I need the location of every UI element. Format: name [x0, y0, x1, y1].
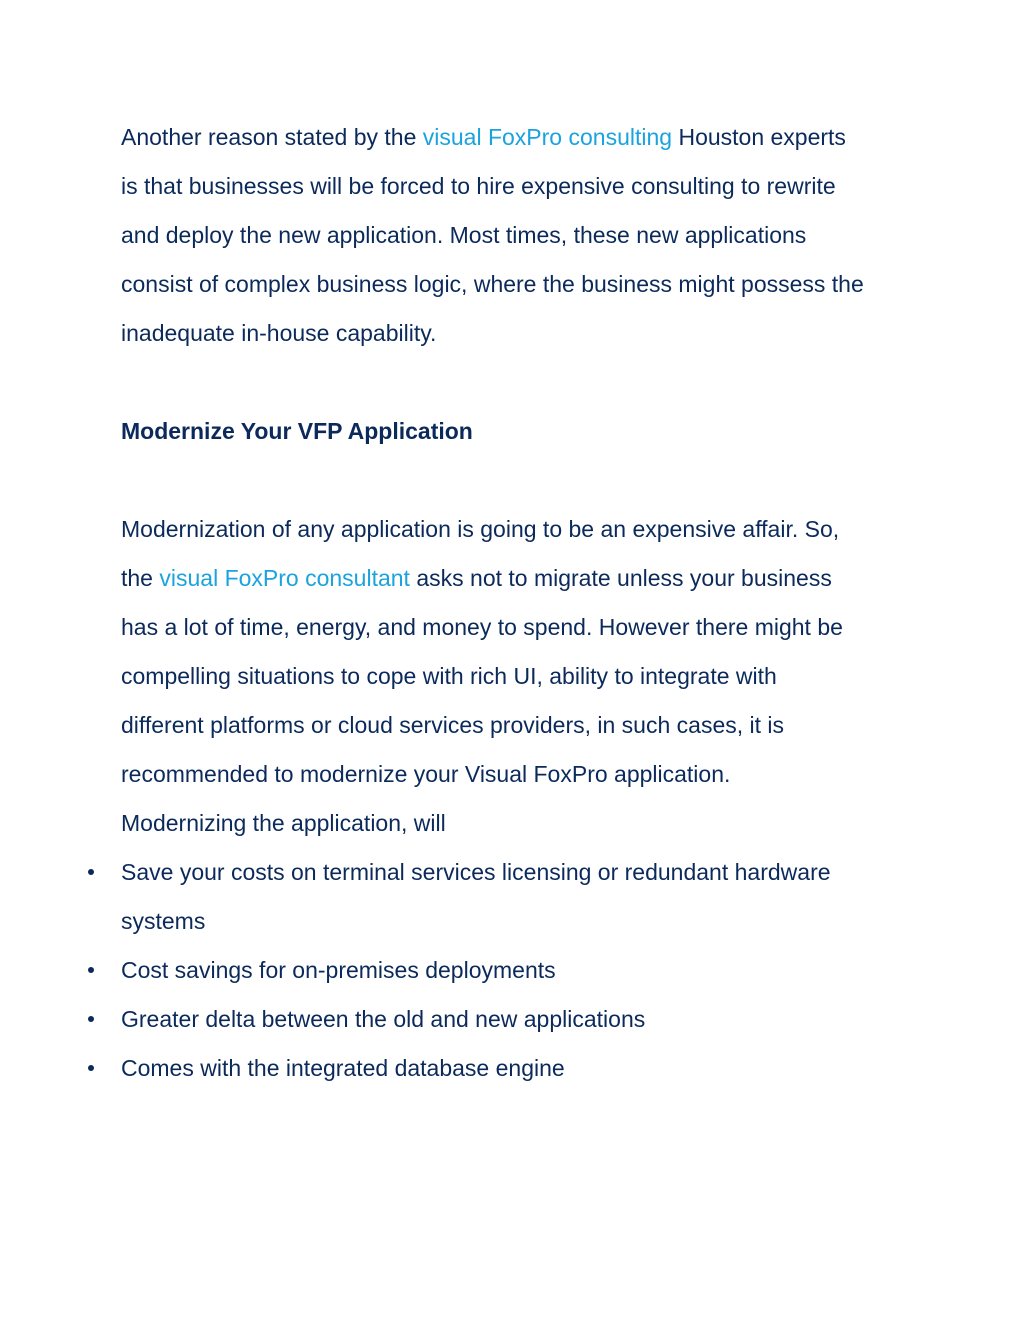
paragraph-line: Modernizing the application, will [121, 810, 446, 836]
bullet-icon [88, 967, 94, 973]
list-item [121, 1044, 911, 1093]
list-item-line: systems [121, 908, 206, 934]
paragraph-line: is that businesses will be forced to hire expensive consulting to rewrite [121, 173, 836, 199]
paragraph-intro [121, 113, 911, 358]
bullet-icon [88, 1016, 94, 1022]
benefits-list [121, 848, 911, 1093]
paragraph-line: compelling situations to cope with rich UI, ability to integrate with [121, 663, 777, 689]
section-heading: Modernize Your VFP Application [121, 418, 473, 444]
paragraph-modernization [121, 505, 911, 848]
text-span: the [121, 565, 160, 591]
list-item-line: Greater delta between the old and new applications [121, 1006, 646, 1032]
text-span: asks not to migrate unless your business [409, 565, 832, 591]
paragraph-line: has a lot of time, energy, and money to spend. However there might be [121, 614, 843, 640]
bullet-icon [88, 869, 94, 875]
text-span: Another reason stated by the [121, 124, 423, 150]
foxpro-consulting-link[interactable]: visual FoxPro consulting [422, 124, 673, 150]
foxpro-consultant-link[interactable]: visual FoxPro consultant [159, 565, 410, 591]
paragraph-line [121, 554, 911, 603]
document-content [121, 113, 911, 1093]
list-item [121, 995, 911, 1044]
list-item [121, 848, 911, 946]
paragraph-line: and deploy the new application. Most times, these new applications [121, 222, 807, 248]
list-item [121, 946, 911, 995]
paragraph-line: different platforms or cloud services providers, in such cases, it is [121, 712, 785, 738]
paragraph-line: recommended to modernize your Visual FoxPro application. [121, 761, 731, 787]
spacer [121, 456, 911, 505]
paragraph-line: consist of complex business logic, where the business might possess the [121, 271, 864, 297]
paragraph-line [121, 113, 911, 162]
spacer [121, 358, 911, 407]
paragraph-line: Modernization of any application is going to be an expensive affair. So, [121, 516, 840, 542]
list-item-line: Comes with the integrated database engine [121, 1055, 565, 1081]
bullet-icon [88, 1065, 94, 1071]
text-span: Houston experts [672, 124, 846, 150]
list-item-line: Cost savings for on-premises deployments [121, 957, 556, 983]
list-item-line: Save your costs on terminal services licensing or redundant hardware [121, 859, 831, 885]
paragraph-line: inadequate in-house capability. [121, 320, 437, 346]
